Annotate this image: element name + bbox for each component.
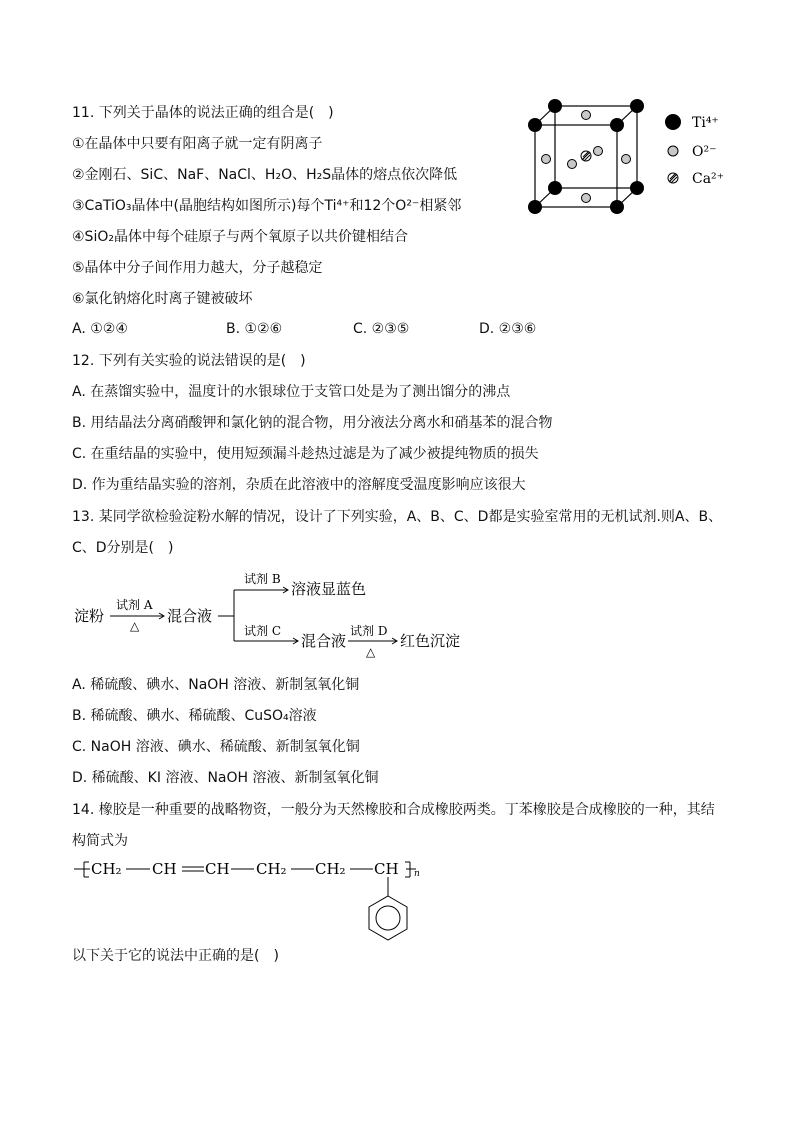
- flow-reagent-a: 试剂 A: [116, 598, 153, 612]
- q13-option-b: B. 稀硫酸、碘水、稀硫酸、CuSO₄溶液: [72, 708, 317, 724]
- legend-o-label: O²⁻: [692, 144, 717, 160]
- q13-option-c: C. NaOH 溶液、碘水、稀硫酸、新制氢氧化铜: [72, 739, 360, 755]
- q11-option-a: A. ①②④: [72, 321, 128, 337]
- flow-blue: 溶液显蓝色: [291, 580, 367, 598]
- formula-ch2-1: CH₂: [91, 860, 122, 878]
- q11-option-b: B. ①②⑥: [226, 321, 283, 337]
- formula-ch2-4: CH₂: [256, 860, 287, 878]
- flow-mix1: 混合液: [167, 607, 213, 625]
- formula-ch2-5: CH₂: [315, 860, 346, 878]
- flow-reagent-b: 试剂 B: [244, 572, 281, 586]
- q13-option-a: A. 稀硫酸、碘水、NaOH 溶液、新制氢氧化铜: [72, 677, 360, 693]
- flow-heat-2: △: [366, 645, 376, 659]
- q13-option-d: D. 稀硫酸、KI 溶液、NaOH 溶液、新制氢氧化铜: [72, 770, 379, 786]
- q12-stem: 12. 下列有关实验的说法错误的是( ): [72, 353, 306, 369]
- q14-stem-line1: 14. 橡胶是一种重要的战略物资，一般分为天然橡胶和合成橡胶两类。丁苯橡胶是合成橡胶的一种，其结: [72, 802, 715, 818]
- q11-statement-6: ⑥氯化钠熔化时离子键被破坏: [72, 291, 253, 307]
- q13-stem-line1: 13. 某同学欲检验淀粉水解的情况，设计了下列实验，A、B、C、D都是实验室常用的无机试剂.则A、B、: [72, 509, 723, 525]
- flow-reagent-d: 试剂 D: [350, 624, 388, 638]
- q11-statement-2: ②金刚石、SiC、NaF、NaCl、H₂O、H₂S晶体的熔点依次降低: [72, 167, 458, 183]
- q11-option-c: C. ②③⑤: [353, 321, 410, 337]
- flow-mix2: 混合液: [301, 632, 347, 650]
- q12-option-d: D. 作为重结晶实验的溶剂，杂质在此溶液中的溶解度受温度影响应该很大: [72, 477, 526, 493]
- q11-option-d: D. ②③⑥: [479, 321, 537, 337]
- formula-n: n: [414, 869, 420, 879]
- legend-ti-label: Ti⁴⁺: [692, 115, 719, 131]
- q11-statement-4: ④SiO₂晶体中每个硅原子与两个氧原子以共价键相结合: [72, 229, 408, 245]
- q12-option-b: B. 用结晶法分离硝酸钾和氯化钠的混合物，用分液法分离水和硝基苯的混合物: [72, 415, 553, 431]
- formula-ch-2: CH: [152, 860, 177, 878]
- flow-heat-1: △: [130, 619, 140, 633]
- q11-statement-1: ①在晶体中只要有阳离子就一定有阴离子: [72, 136, 323, 152]
- q14-structural-formula: [70, 852, 430, 944]
- legend-ca-label: Ca²⁺: [692, 171, 725, 187]
- q14-stem-line3: 以下关于它的说法中正确的是( ): [72, 948, 279, 964]
- q11-stem: 11. 下列关于晶体的说法正确的组合是( ): [72, 105, 334, 121]
- flow-red: 红色沉淀: [400, 632, 461, 650]
- formula-ch-3: CH: [205, 860, 230, 878]
- q13-flow-diagram: [70, 568, 490, 660]
- formula-ch-6: CH: [374, 860, 399, 878]
- q12-option-c: C. 在重结晶的实验中，使用短颈漏斗趁热过滤是为了减少被提纯物质的损失: [72, 446, 539, 462]
- q12-option-a: A. 在蒸馏实验中，温度计的水银球位于支管口处是为了测出馏分的沸点: [72, 384, 511, 400]
- flow-starch: 淀粉: [74, 607, 105, 625]
- flow-reagent-c: 试剂 C: [244, 624, 281, 638]
- crystal-cell-diagram: [520, 96, 740, 221]
- q13-stem-line2: C、D分别是( ): [72, 540, 174, 556]
- q11-statement-5: ⑤晶体中分子间作用力越大，分子越稳定: [72, 260, 323, 276]
- q14-stem-line2: 构简式为: [72, 833, 128, 849]
- q11-statement-3: ③CaTiO₃晶体中(晶胞结构如图所示)每个Ti⁴⁺和12个O²⁻相紧邻: [72, 198, 462, 214]
